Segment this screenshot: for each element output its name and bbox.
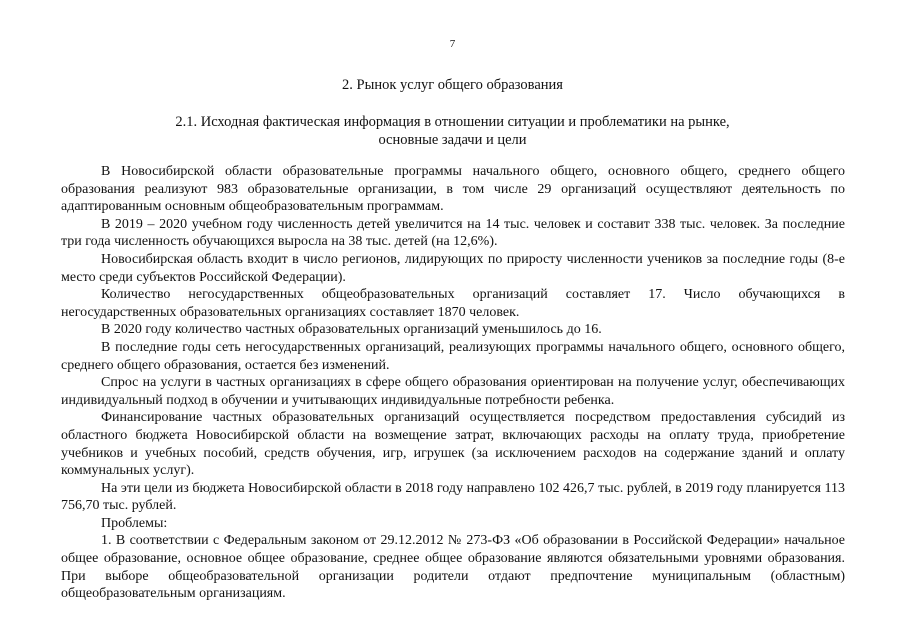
paragraph-problems-heading: Проблемы: [101,515,168,531]
paragraph-region-rank: Новосибирская область входит в число регионов, лидирующих по приросту численности учеников за последние годы (8-е место среди субъектов Российской Федерации). [61,251,845,285]
section-title: 2. Рынок услуг общего образования [342,77,563,93]
subsection-title-line-1: 2.1. Исходная фактическая информация в отношении ситуации и проблематики на рынке, [175,114,730,130]
paragraph-financing: Финансирование частных образовательных организаций осуществляется посредством предоставления субсидий из областного бюджета Новосибирской области на возмещение затрат, включающих расходы на оплату труда, приобретение учебников и учебных пособий, средств обучения, игр, игрушек (за исключением расходов на содержание зданий и оплату коммунальных услуг). [61,410,845,479]
paragraph-demand: Спрос на услуги в частных организациях в сфере общего образования ориентирован на получение услуг, обеспечивающих индивидуальный подход в обучении и учитывающих индивидуальные потребности ребенка. [61,375,845,408]
paragraph-network: В последние годы сеть негосударственных организаций, реализующих программы начального общего, основного общего, среднего общего образования, остается без изменений. [61,339,845,373]
paragraph-private-2020: В 2020 году количество частных образовательных организаций уменьшилось до 16. [101,322,602,338]
subsection-title [60,113,845,149]
paragraph-problem-1: 1. В соответствии с Федеральным законом от 29.12.2012 № 273-ФЗ «Об образовании в Российской Федерации» начальное общее образование, основное общее образование, среднее общее образование являются обязательными уровнями образования. При выборе общеобразовательной организации родители отдают предпочтение муниципальным (областным) общеобразовательным организациям. [61,533,845,602]
paragraph-student-count: В 2019 – 2020 учебном году численность детей увеличится на 14 тыс. человек и составит 338 тыс. человек. За последние три года численность обучающихся выросла на 38 тыс. детей (на 12,6%). [61,216,845,250]
paragraph-organizations: В Новосибирской области образовательные программы начального общего, основного общего, среднего общего образования реализуют 983 образовательные организации, в том числе 29 организаций осуществляют деятельность по адаптированным основным общеобразовательным программам. [61,164,845,215]
page-number: 7 [449,38,456,50]
subsection-title-line-2: основные задачи и цели [378,132,527,148]
body-text [61,163,845,603]
paragraph-budget: На эти цели из бюджета Новосибирской области в 2018 году направлено 102 426,7 тыс. рублей, в 2019 году планируется 113 756,70 тыс. рублей. [61,480,845,514]
paragraph-private-count: Количество негосударственных общеобразовательных организаций составляет 17. Число обучающихся в негосударственных образовательных организациях составляет 1870 человек. [61,287,845,320]
